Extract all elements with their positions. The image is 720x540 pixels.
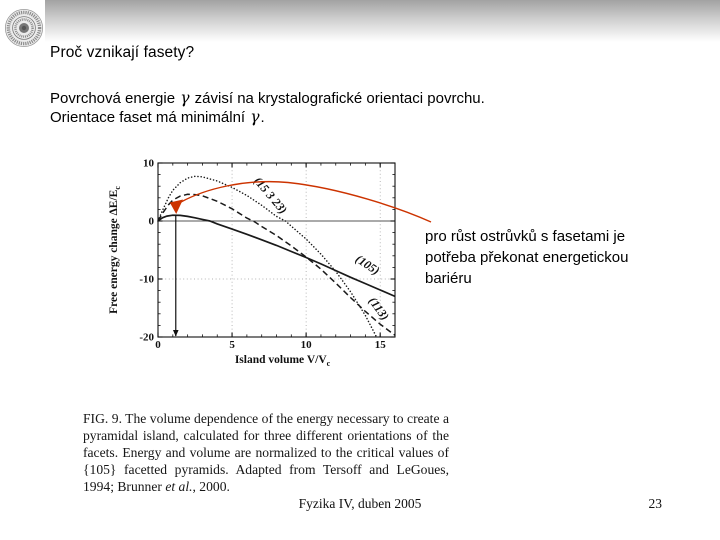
page-title: Proč vznikají fasety?	[50, 44, 195, 61]
svg-text:(105): (105)	[352, 251, 383, 278]
svg-text:15: 15	[374, 339, 386, 351]
figure-caption: FIG. 9. The volume dependence of the energy necessary to create a pyramidal island, calculated for three different orientations of the facets. Energy and volume are normalized to the critical values of {105} facetted pyramids. Adapted from Tersoff and LeGoues, 1994; Brunner et al., 2000.	[83, 410, 449, 494]
svg-text:Free energy change ΔE/Ec: Free energy change $\Delta E/E_c$	[108, 186, 122, 314]
svg-text:-10: -10	[139, 273, 154, 286]
body-line-2: Orientace faset má minimální γ.	[50, 108, 265, 126]
figure-chart	[100, 150, 410, 382]
header-gradient-band	[45, 0, 720, 42]
annotation-line: potřeba překonat energetickou	[425, 249, 629, 266]
university-seal-logo	[4, 5, 44, 52]
annotation-text	[425, 226, 657, 289]
svg-text:0: 0	[155, 339, 161, 351]
body-text	[50, 89, 485, 127]
svg-text:5: 5	[229, 339, 235, 351]
svg-text:Island volume V/Vc: Island volume $V/V_c$	[234, 354, 331, 368]
annotation-line: bariéru	[425, 270, 472, 287]
annotation-line: pro růst ostrůvků s fasetami je	[425, 228, 626, 245]
svg-text:10: 10	[143, 157, 154, 170]
svg-text:-20: -20	[139, 331, 154, 344]
svg-text:(113): (113)	[365, 294, 393, 323]
page-number: 23	[648, 496, 662, 511]
body-line-1: Povrchová energie γ závisí na krystalografické orientaci povrchu.	[50, 89, 485, 107]
footer-text: Fyzika IV, duben 2005	[298, 496, 422, 511]
svg-text:10: 10	[300, 339, 312, 351]
svg-text:0: 0	[148, 215, 154, 228]
gamma-symbol: γ	[250, 108, 260, 126]
gamma-symbol: γ	[180, 89, 190, 107]
svg-text:(15 3 23): (15 3 23)	[251, 173, 291, 217]
